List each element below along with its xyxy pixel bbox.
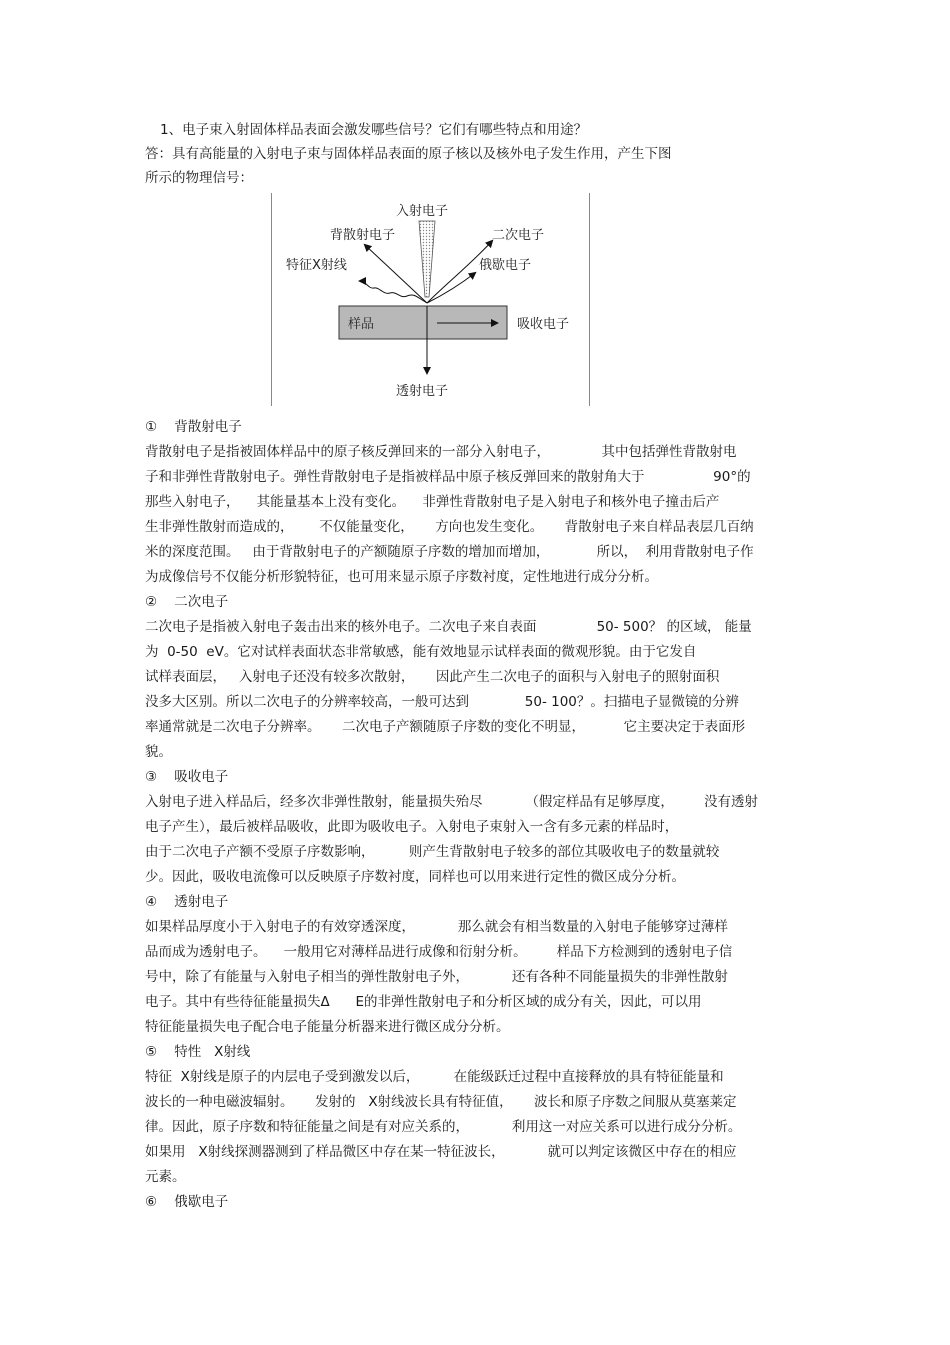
section-2-heading: ② 二次电子 [145, 594, 229, 610]
label-incident: 入射电子 [396, 204, 449, 219]
section-5-line: 波长的一种电磁波辐射。 发射的 X射线波长具有特征值， 波长和原子序数之间服从莫塞莱定 [145, 1094, 737, 1110]
label-backscatter: 背散射电子 [330, 228, 396, 243]
section-1-line: 米的深度范围。 由于背散射电子的产额随原子序数的增加而增加， 所以， 利用背散射电子作 [145, 544, 754, 560]
section-2-line: 貌。 [145, 744, 172, 760]
label-xray: 特征X射线 [286, 258, 347, 273]
section-4-heading: ④ 透射电子 [145, 894, 229, 910]
signal-diagram [271, 193, 590, 406]
answer-intro-line-1: 答：具有高能量的入射电子束与固体样品表面的原子核以及核外电子发生作用，产生下图 [145, 146, 672, 162]
section-4-line: 特征能量损失电子配合电子能量分析器来进行微区成分分析。 [145, 1019, 510, 1035]
section-2-line: 二次电子是指被入射电子轰击出来的核外电子。二次电子来自表面 50- 500？ 的区域， 能量 [145, 619, 752, 635]
label-absorbed: 吸收电子 [517, 317, 570, 332]
section-1-line: 子和非弹性背散射电子。弹性背散射电子是指被样品中原子核反弹回来的散射角大于 90°的 [145, 469, 751, 485]
question-text: 1、电子束入射固体样品表面会激发哪些信号？它们有哪些特点和用途？ [160, 122, 588, 138]
label-sample: 样品 [348, 317, 375, 332]
section-6-heading: ⑥ 俄歇电子 [145, 1194, 229, 1210]
section-4-line: 品而成为透射电子。 一般用它对薄样品进行成像和衍射分析。 样品下方检测到的透射电子信 [145, 944, 733, 960]
section-1-line: 为成像信号不仅能分析形貌特征，也可用来显示原子序数衬度，定性地进行成分分析。 [145, 569, 658, 585]
section-3-line: 由于二次电子产额不受原子序数影响， 则产生背散射电子较多的部位其吸收电子的数量就较 [145, 844, 720, 860]
section-1-line: 背散射电子是指被固体样品中的原子核反弹回来的一部分入射电子， 其中包括弹性背散射电 [145, 444, 737, 460]
section-2-line: 没多大区别。所以二次电子的分辨率较高，一般可达到 50- 100？。扫描电子显微镜的分辨 [145, 694, 739, 710]
section-5-heading: ⑤ 特性 X射线 [145, 1044, 251, 1060]
section-5-line: 元素。 [145, 1169, 186, 1185]
section-5-line: 律。因此，原子序数和特征能量之间是有对应关系的， 利用这一对应关系可以进行成分分析。 [145, 1119, 742, 1135]
section-5-line: 如果用 X射线探测器测到了样品微区中存在某一特征波长， 就可以判定该微区中存在的相应 [145, 1144, 737, 1160]
xray-wave [360, 281, 427, 303]
auger-arrow [427, 273, 475, 303]
section-2-line: 为 0-50 eV。它对试样表面状态非常敏感，能有效地显示试样表面的微观形貌。由于它发自 [145, 644, 697, 660]
section-1-line: 生非弹性散射而造成的， 不仅能量变化， 方向也发生变化。 背散射电子来自样品表层几百纳 [145, 519, 754, 535]
backscatter-arrow [365, 245, 427, 303]
answer-intro-line-2: 所示的物理信号： [145, 170, 253, 186]
section-3-heading: ③ 吸收电子 [145, 769, 229, 785]
label-auger: 俄歇电子 [479, 258, 532, 273]
incident-beam [419, 221, 435, 297]
section-4-line: 如果样品厚度小于入射电子的有效穿透深度， 那么就会有相当数量的入射电子能够穿过薄样 [145, 919, 728, 935]
section-3-line: 少。因此，吸收电流像可以反映原子序数衬度，同样也可以用来进行定性的微区成分分析。 [145, 869, 685, 885]
section-2-line: 率通常就是二次电子分辨率。 二次电子产额随原子序数的变化不明显， 它主要决定于表面形 [145, 719, 746, 735]
section-1-line: 那些入射电子， 其能量基本上没有变化。 非弹性背散射电子是入射电子和核外电子撞击后产 [145, 494, 720, 510]
section-3-line: 电子产生），最后被样品吸收，此即为吸收电子。入射电子束射入一含有多元素的样品时， [145, 819, 679, 835]
section-2-line: 试样表面层， 入射电子还没有较多次散射， 因此产生二次电子的面积与入射电子的照射面积 [145, 669, 720, 685]
section-4-line: 号中，除了有能量与入射电子相当的弹性散射电子外， 还有各种不同能量损失的非弹性散射 [145, 969, 728, 985]
section-1-heading: ① 背散射电子 [145, 419, 242, 435]
section-5-line: 特征 X射线是原子的内层电子受到激发以后， 在能级跃迁过程中直接释放的具有特征能量和 [145, 1069, 724, 1085]
label-secondary: 二次电子 [492, 228, 545, 243]
section-3-line: 入射电子进入样品后，经多次非弹性散射，能量损失殆尽 （假定样品有足够厚度， 没有透射 [145, 794, 758, 810]
label-transmitted: 透射电子 [396, 384, 449, 399]
signal-diagram-svg [272, 193, 589, 406]
section-4-line: 电子。其中有些待征能量损失Δ E的非弹性散射电子和分析区域的成分有关，因此，可以用 [145, 994, 702, 1010]
